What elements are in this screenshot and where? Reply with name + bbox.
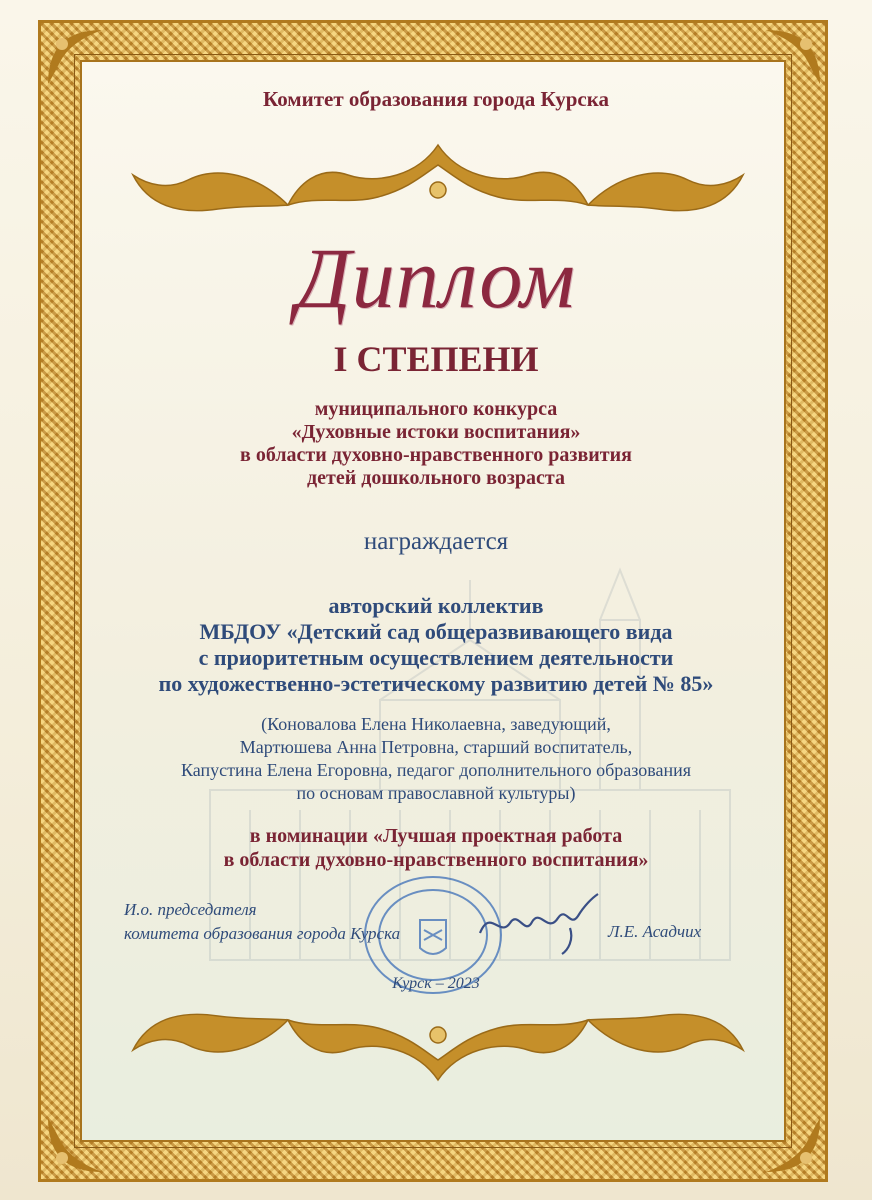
document-title: Диплом bbox=[296, 230, 576, 326]
contest-line: в области духовно-нравственного развития bbox=[240, 444, 632, 466]
recipient bbox=[0, 593, 872, 697]
handwritten-signature-icon bbox=[470, 888, 610, 958]
recipient-line: по художественно-эстетическому развитию детей № 85» bbox=[158, 671, 714, 696]
awarded-label: награждается bbox=[363, 528, 509, 555]
nomination-line: в области духовно-нравственного воспитания» bbox=[223, 849, 649, 871]
contest-line: «Духовные истоки воспитания» bbox=[291, 421, 581, 443]
top-ornament-icon bbox=[118, 135, 758, 225]
contest-description bbox=[0, 398, 872, 490]
signer-role bbox=[124, 898, 444, 946]
recipient-line: с приоритетным осуществлением деятельности bbox=[198, 645, 674, 670]
bottom-ornament-icon bbox=[118, 1000, 758, 1090]
signer-role-line: комитета образования города Курска bbox=[124, 924, 401, 943]
contest-line: муниципального конкурса bbox=[314, 398, 558, 420]
member-line: по основам православной культуры) bbox=[296, 783, 576, 803]
recipient-line: авторский коллектив bbox=[328, 593, 544, 618]
place-and-year: Курск – 2023 bbox=[392, 975, 480, 992]
signer-name: Л.Е. Асадчих bbox=[608, 922, 702, 941]
nomination bbox=[0, 824, 872, 872]
recipient-line: МБДОУ «Детский сад общеразвивающего вида bbox=[199, 619, 673, 644]
contest-line: детей дошкольного возраста bbox=[307, 467, 565, 489]
signer-role-line: И.о. председателя bbox=[124, 900, 257, 919]
award-degree: I СТЕПЕНИ bbox=[333, 339, 539, 379]
member-line: Мартюшева Анна Петровна, старший воспитатель, bbox=[239, 737, 633, 757]
member-line: (Коновалова Елена Николаевна, заведующий, bbox=[261, 714, 611, 734]
team-members bbox=[0, 713, 872, 805]
issuer-name: Комитет образования города Курска bbox=[263, 87, 609, 111]
member-line: Капустина Елена Егоровна, педагог дополнительного образования bbox=[180, 760, 692, 780]
nomination-line: в номинации «Лучшая проектная работа bbox=[249, 825, 623, 847]
